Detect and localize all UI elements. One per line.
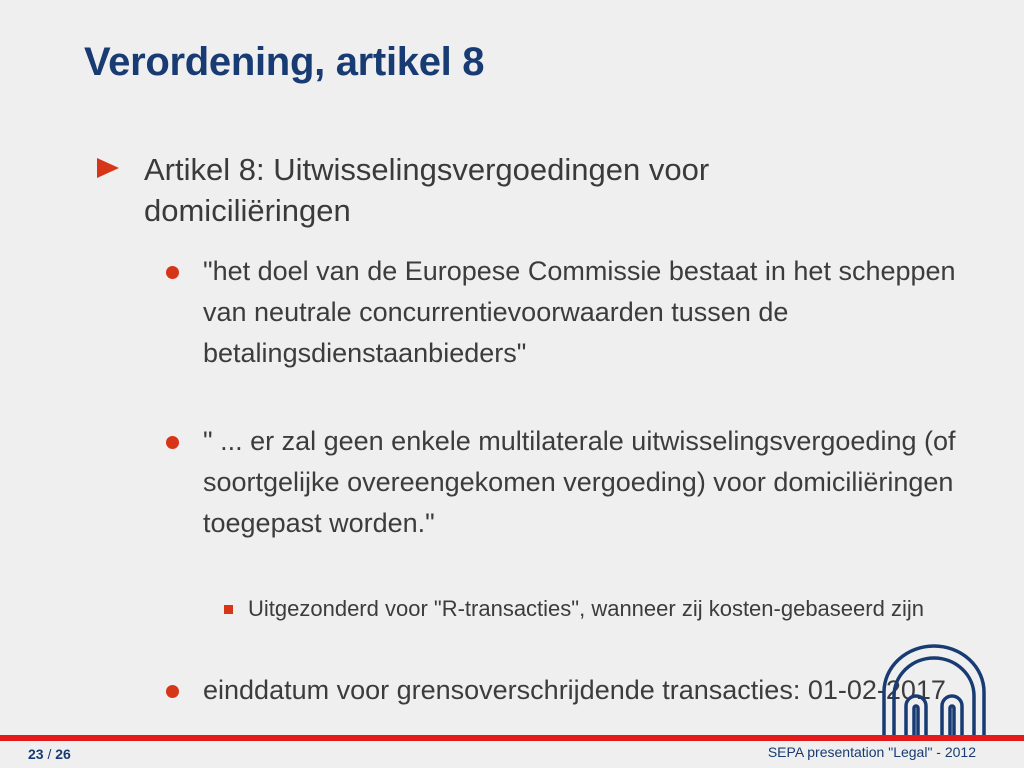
bullet-level2-doel: "het doel van de Europese Commissie bestaat in het scheppen van neutrale concurrentievoorwaarden tussen de betalingsdienstaanbieders" [203,256,956,368]
circle-bullet-icon [166,436,179,449]
page-total: 26 [55,746,71,762]
page-separator: / [47,746,52,762]
bullet-level3-r-transacties: Uitgezonderd voor "R-transacties", wanneer zij kosten-gebaseerd zijn [248,596,924,621]
page-number [28,745,71,763]
square-bullet-icon [224,605,233,614]
triangle-bullet-icon [97,158,119,178]
footer-title: SEPA presentation "Legal" - 2012 [767,744,976,760]
slide-title: Verordening, artikel 8 [84,40,485,84]
bullet-level2-einddatum: einddatum voor grensoverschrijdende transacties: 01-02-2017 [203,675,946,705]
page-current: 23 [28,746,44,762]
circle-bullet-icon [166,685,179,698]
bullet-level2-uitwisseling: " ... er zal geen enkele multilaterale uitwisselingsvergoeding (of soortgelijke overeengekomen vergoeding) voor domiciliëringen toegepast worden." [203,426,956,538]
bullet-level1-artikel8: Artikel 8: Uitwisselingsvergoedingen voor domiciliëringen [144,152,710,228]
arches-logo-icon [880,644,988,744]
circle-bullet-icon [166,266,179,279]
